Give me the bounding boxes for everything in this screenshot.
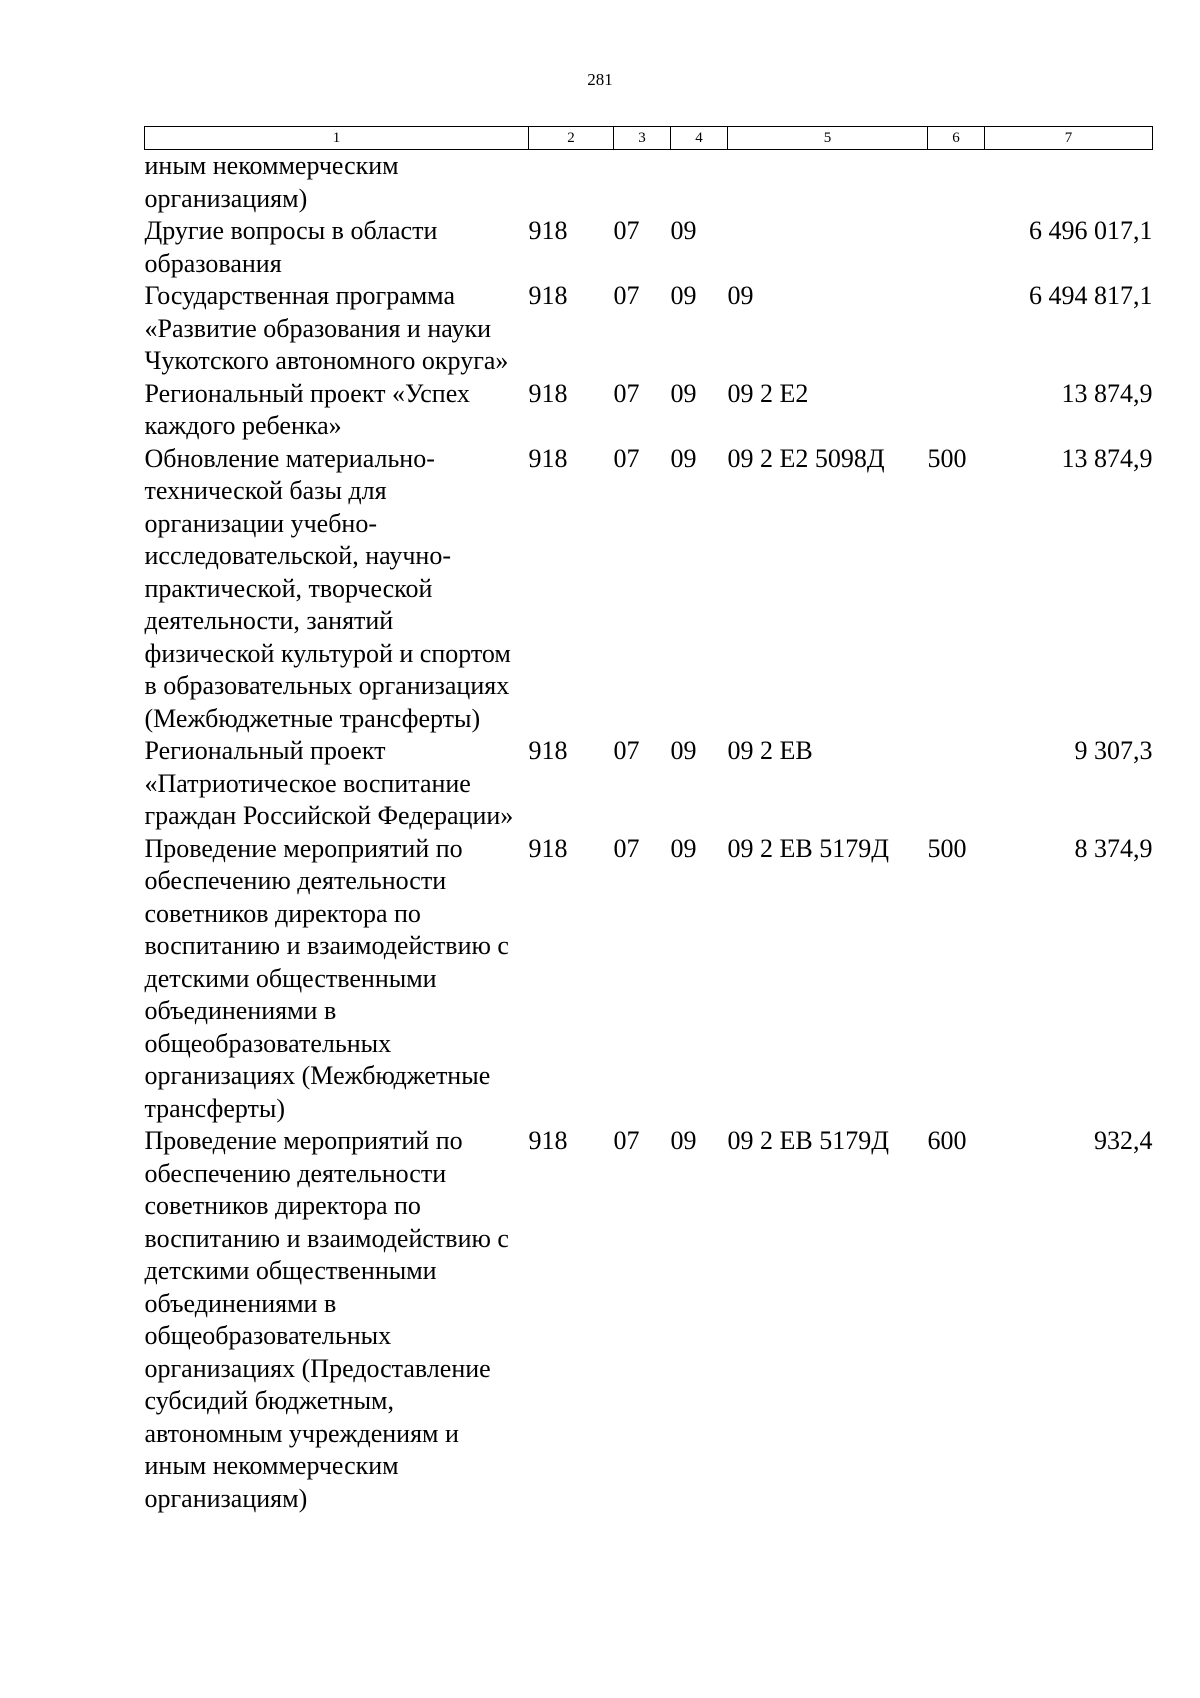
row-pr: 09 xyxy=(670,833,697,863)
header-col-6: 6 xyxy=(928,127,985,150)
row-sum: 8 374,9 xyxy=(1074,833,1153,863)
row-rz: 07 xyxy=(613,443,640,473)
row-csr xyxy=(728,150,928,216)
row-csr: 09 xyxy=(727,281,754,310)
row-vr xyxy=(928,735,985,833)
row-sum: 9 307,3 xyxy=(1074,736,1153,765)
row-vr: 600 xyxy=(927,1126,967,1155)
budget-table xyxy=(144,126,1153,1515)
header-col-5: 5 xyxy=(728,127,928,150)
row-rz: 07 xyxy=(613,281,640,310)
table-row xyxy=(145,378,1153,443)
row-name: Проведение мероприятий по обеспечению деятельности советников директора по воспитанию и взаимодействию с детскими общественными объединениями в общеобразовательных организациях (Предоставление субсидий бюджетным, автономным учреждениям и иным некоммерческим организациям) xyxy=(144,1126,509,1513)
row-csr: 09 2 E2 5098Д xyxy=(727,443,885,473)
row-ved: 918 xyxy=(528,443,568,473)
row-csr: 09 2 EB xyxy=(727,736,813,765)
row-csr: 09 2 E2 xyxy=(727,378,809,408)
row-rz xyxy=(614,150,671,216)
row-ved: 918 xyxy=(528,833,568,863)
row-ved: 918 xyxy=(528,281,568,310)
row-vr xyxy=(928,280,985,378)
table-row xyxy=(145,443,1153,736)
row-sum: 13 874,9 xyxy=(1061,378,1153,408)
row-name: иным некоммерческим организациям) xyxy=(144,151,399,213)
header-col-4: 4 xyxy=(671,127,728,150)
row-name: Проведение мероприятий по обеспечению деятельности советников директора по воспитанию и взаимодействию с детскими общественными объединениями в общеобразовательных организациях (Межбюджетные трансферты) xyxy=(144,833,509,1123)
table-row xyxy=(145,1125,1153,1515)
header-col-2: 2 xyxy=(529,127,614,150)
row-ved: 918 xyxy=(528,1126,568,1155)
row-rz: 07 xyxy=(613,736,640,765)
row-pr: 09 xyxy=(670,736,697,765)
table-body xyxy=(145,150,1153,1516)
row-rz: 07 xyxy=(613,216,640,245)
row-pr: 09 xyxy=(670,443,697,473)
page-number: 281 xyxy=(587,70,613,89)
table-header xyxy=(145,127,1153,150)
row-pr: 09 xyxy=(670,281,697,310)
row-ved xyxy=(529,150,614,216)
table-row xyxy=(145,280,1153,378)
row-rz: 07 xyxy=(613,1126,640,1155)
row-name: Другие вопросы в области образования xyxy=(144,216,438,278)
table-row xyxy=(145,215,1153,280)
row-name: Обновление материально-технической базы для организации учебно-исследовательской, научно-практической, творческой деятельности, занятий физической культурой и спортом в образовательных организациях (Межбюджетные трансферты) xyxy=(144,443,511,733)
row-vr xyxy=(928,215,985,280)
row-pr: 09 xyxy=(670,216,697,245)
row-name: Региональный проект «Успех каждого ребенка» xyxy=(144,378,470,440)
row-sum xyxy=(985,150,1153,216)
header-col-3: 3 xyxy=(614,127,671,150)
header-col-1: 1 xyxy=(145,127,529,150)
row-vr: 500 xyxy=(927,833,967,863)
row-vr xyxy=(928,150,985,216)
table-row xyxy=(145,833,1153,1126)
table-row xyxy=(145,150,1153,216)
row-rz: 07 xyxy=(613,833,640,863)
header-col-7: 7 xyxy=(985,127,1153,150)
row-sum: 6 494 817,1 xyxy=(1029,281,1153,310)
row-name: Региональный проект «Патриотическое воспитание граждан Российской Федерации» xyxy=(144,736,514,830)
row-vr xyxy=(928,378,985,443)
row-csr: 09 2 EB 5179Д xyxy=(727,833,889,863)
row-rz: 07 xyxy=(613,378,640,408)
row-sum: 13 874,9 xyxy=(1061,443,1153,473)
row-name: Государственная программа «Развитие образования и науки Чукотского автономного округа» xyxy=(144,281,509,375)
row-ved: 918 xyxy=(528,216,568,245)
row-csr: 09 2 EB 5179Д xyxy=(727,1126,889,1155)
table-row xyxy=(145,735,1153,833)
row-pr: 09 xyxy=(670,1126,697,1155)
row-csr xyxy=(728,215,928,280)
row-pr xyxy=(671,150,728,216)
row-ved: 918 xyxy=(528,378,568,408)
header-row xyxy=(145,127,1153,150)
row-sum: 6 496 017,1 xyxy=(1029,216,1153,245)
row-ved: 918 xyxy=(528,736,568,765)
row-pr: 09 xyxy=(670,378,697,408)
row-sum: 932,4 xyxy=(1094,1126,1153,1155)
row-vr: 500 xyxy=(927,443,967,473)
